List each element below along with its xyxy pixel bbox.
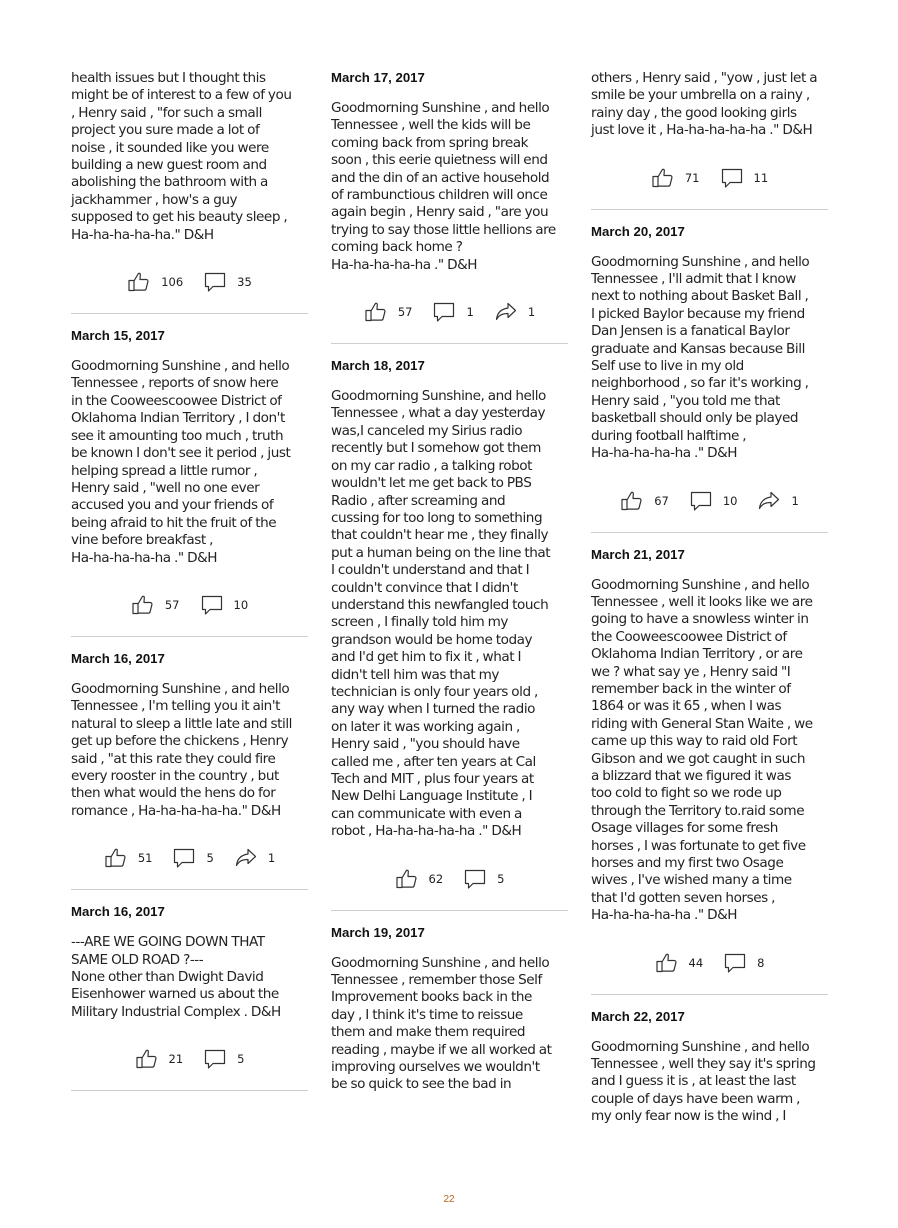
- post: [331, 358, 568, 911]
- reaction-bar: [71, 844, 308, 872]
- comment-action[interactable]: [203, 1047, 244, 1071]
- post-text: Goodmorning Sunshine , and hello Tennessee , reports of snow here in the Cooweescoowee District of Oklahoma Indian Territory , I don't see it amounting too much , truth be known I don't see it period , just helping spread a little rumor , Henry said , "well no one ever accused you and your friends of being afraid to hit the fruit of the vine before breakfast , Ha-ha-ha-ha-ha ." D&H: [71, 358, 291, 566]
- reaction-bar: [71, 268, 308, 296]
- post: [591, 547, 828, 995]
- post-text: Goodmorning Sunshine , and hello Tennessee , I'll admit that I know next to nothing about Basket Ball , I picked Baylor because my friend Dan Jensen is a fanatical Baylor graduate and Kansas because Bill Self use to live in my old neighborhood , so far it's working , Henry said , "you told me that basketball should only be played during football halftime , Ha-ha-ha-ha-ha ." D&H: [591, 253, 810, 462]
- column-3: [591, 70, 828, 1126]
- reaction-bar: [71, 1045, 308, 1073]
- comment-action[interactable]: [720, 166, 769, 190]
- comment-icon: [203, 1047, 237, 1071]
- comment-action[interactable]: [463, 867, 504, 891]
- thumbs-up-icon: [655, 951, 689, 975]
- post-divider: [331, 343, 568, 344]
- like-action[interactable]: [364, 300, 413, 324]
- post-date: March 19, 2017: [331, 924, 425, 940]
- thumbs-up-icon: [651, 166, 685, 190]
- comment-action[interactable]: [172, 846, 213, 870]
- comment-action[interactable]: [432, 300, 473, 324]
- reaction-bar: [591, 487, 828, 515]
- like-count: 71: [684, 170, 700, 185]
- like-count: 44: [688, 955, 704, 970]
- comment-icon: [720, 166, 754, 190]
- like-count: 62: [428, 871, 444, 886]
- thumbs-up-icon: [620, 489, 654, 513]
- post: [71, 328, 308, 637]
- thumbs-up-icon: [135, 1047, 169, 1071]
- post-divider: [591, 209, 828, 210]
- page-number: 22: [443, 1194, 455, 1205]
- comment-count: 35: [237, 275, 252, 290]
- like-count: 67: [654, 493, 669, 508]
- post-date: March 22, 2017: [591, 1008, 685, 1024]
- like-count: 51: [137, 851, 153, 866]
- post-date: March 15, 2017: [71, 328, 165, 344]
- post-divider: [331, 910, 568, 911]
- post-text: others , Henry said , "yow , just let a smile be your umbrella on a rainy , rainy day , the good looking girls just love it , Ha-ha-ha-ha-ha ." D&H: [591, 70, 818, 139]
- share-count: 1: [267, 851, 276, 866]
- reaction-bar: [591, 164, 828, 192]
- comment-icon: [432, 300, 466, 324]
- share-count: 1: [527, 305, 536, 320]
- post: [591, 1009, 828, 1126]
- comment-count: 5: [206, 851, 214, 866]
- like-action[interactable]: [655, 951, 704, 975]
- comment-action[interactable]: [200, 593, 249, 617]
- post: [591, 70, 828, 210]
- share-action[interactable]: [234, 846, 275, 870]
- post: [71, 70, 308, 314]
- like-action[interactable]: [651, 166, 700, 190]
- column-2: [331, 70, 568, 1094]
- post-text: ---ARE WE GOING DOWN THAT SAME OLD ROAD ?--- None other than Dwight David Eisenhower warned us about the Military Industrial Complex . D&H: [71, 934, 281, 1020]
- thumbs-up-icon: [364, 300, 398, 324]
- post-date: March 18, 2017: [331, 358, 425, 374]
- reaction-bar: [331, 298, 568, 326]
- comment-count: 5: [237, 1052, 245, 1067]
- post: [331, 925, 568, 1094]
- post-divider: [591, 532, 828, 533]
- like-action[interactable]: [104, 846, 153, 870]
- comment-icon: [200, 593, 234, 617]
- post: [591, 224, 828, 533]
- share-icon: [757, 489, 791, 513]
- post-text: Goodmorning Sunshine , and hello Tennessee , remember those Self Improvement books back in the day , I think it's time to reissue them and make them required reading , maybe if we all worked at improving ourselves we wouldn't be so quick to see the bad in: [331, 954, 552, 1093]
- comment-action[interactable]: [689, 489, 738, 513]
- comment-count: 5: [497, 871, 505, 886]
- comment-count: 11: [753, 170, 769, 185]
- like-action[interactable]: [135, 1047, 184, 1071]
- comment-icon: [689, 489, 723, 513]
- post-text: Goodmorning Sunshine, and hello Tennessee , what a day yesterday was,I canceled my Sirius radio recently but I somehow got them on my car radio , a talking robot wouldn't let me get back to PBS Radio , after screaming and cussing for too long to something that couldn't hear me , they finally put a human being on the line that I couldn't understand and that I couldn't convince that I didn't understand this newfangled touch screen , I finally told him my grandson would be home today and I'd get him to fix it , what I didn't tell him was that my technician is only four years old , any way when I turned the radio on later it was working again , Henry said , "you should have called me , after ten years at Cal Tech and MIT , plus four years at New Delhi Language Institute , I can communicate with even a robot , Ha-ha-ha-ha-ha ." D&H: [331, 388, 551, 840]
- post-date: March 16, 2017: [71, 904, 165, 920]
- post-divider: [71, 636, 308, 637]
- share-count: 1: [791, 493, 799, 508]
- post-text: Goodmorning Sunshine , and hello Tennessee , I'm telling you it ain't natural to sleep a little late and still get up before the chickens , Henry said , "at this rate they could fire every rooster in the country , but then what would the hens do for romance , Ha-ha-ha-ha-ha." D&H: [71, 680, 292, 819]
- comment-icon: [463, 867, 497, 891]
- post-date: March 16, 2017: [71, 650, 165, 666]
- share-icon: [234, 846, 268, 870]
- post-text: Goodmorning Sunshine , and hello Tennessee , well the kids will be coming back from spring break soon , this eerie quietness will end and the din of an active household of rambunctious children will once again begin , Henry said , "are you trying to say those little hellions are coming back home ? Ha-ha-ha-ha-ha ." D&H: [331, 100, 556, 273]
- comment-count: 10: [722, 493, 738, 508]
- like-count: 21: [168, 1052, 184, 1067]
- like-count: 57: [397, 305, 413, 320]
- post-text: health issues but I thought this might be of interest to a few of you , Henry said , "for such a small project you sure made a lot of noise , it sounded like you were building a new guest room and abolishing the bathroom with a jackhammer , how's a guy supposed to get his beauty sleep , Ha-ha-ha-ha-ha." D&H: [71, 70, 292, 243]
- like-action[interactable]: [131, 593, 180, 617]
- thumbs-up-icon: [395, 867, 429, 891]
- post: [71, 651, 308, 890]
- comment-count: 8: [757, 955, 765, 970]
- column-1: [71, 70, 308, 1105]
- share-action[interactable]: [757, 489, 798, 513]
- like-count: 57: [164, 597, 180, 612]
- comment-count: 1: [466, 305, 474, 320]
- reaction-bar: [71, 591, 308, 619]
- post-date: March 21, 2017: [591, 546, 685, 562]
- comment-action[interactable]: [723, 951, 764, 975]
- post-text: Goodmorning Sunshine , and hello Tennessee , well they say it's spring and I guess it is , at least the last couple of days have been warm , my only fear now is the wind , I: [591, 1038, 816, 1125]
- comment-icon: [203, 270, 237, 294]
- share-action[interactable]: [494, 300, 535, 324]
- reaction-bar: [591, 949, 828, 977]
- post-divider: [591, 994, 828, 995]
- comment-icon: [723, 951, 757, 975]
- comment-action[interactable]: [203, 270, 252, 294]
- like-action[interactable]: [127, 270, 183, 294]
- thumbs-up-icon: [131, 593, 165, 617]
- post-divider: [71, 889, 308, 890]
- post: [71, 904, 308, 1091]
- post: [331, 70, 568, 344]
- share-icon: [494, 300, 528, 324]
- thumbs-up-icon: [104, 846, 138, 870]
- comment-count: 10: [233, 597, 249, 612]
- like-count: 106: [161, 275, 184, 290]
- reaction-bar: [331, 865, 568, 893]
- like-action[interactable]: [395, 867, 444, 891]
- post-date: March 17, 2017: [331, 70, 425, 85]
- post-date: March 20, 2017: [591, 223, 685, 239]
- post-divider: [71, 1090, 308, 1091]
- comment-icon: [172, 846, 206, 870]
- post-text: Goodmorning Sunshine , and hello Tennessee , well it looks like we are going to have a snowless winter in the Cooweescoowee District of Oklahoma Indian Territory , or are we ? what say ye , Henry said "I remember back in the winter of 1864 or was it 65 , when I was riding with General Stan Waite , we came up this way to raid old Fort Gibson and we got caught in such a blizzard that we figured it was too cold to fight so we rode up through the Territory to.raid some Osage villages for some fresh horses , I was fortunate to get five horses and my first two Osage wives , I've wished many a time that I'd gotten seven horses , Ha-ha-ha-ha-ha ." D&H: [591, 576, 813, 924]
- thumbs-up-icon: [127, 270, 161, 294]
- post-divider: [71, 313, 308, 314]
- like-action[interactable]: [620, 489, 669, 513]
